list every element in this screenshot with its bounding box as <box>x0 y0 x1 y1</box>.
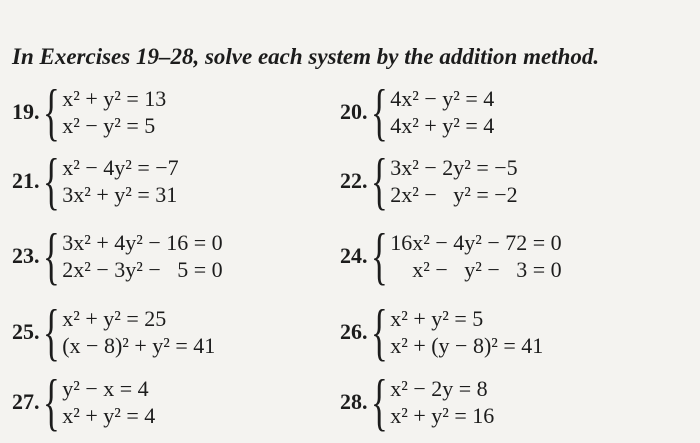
equation-1: 3x² + 4y² − 16 = 0 <box>62 230 223 255</box>
equation-2: x² − y² − 3 = 0 <box>390 257 562 282</box>
exercise-23 <box>12 220 223 291</box>
equation-1: x² − 2y = 8 <box>390 376 488 401</box>
exercise-number: 21. <box>12 168 40 193</box>
exercise-20 <box>340 76 495 147</box>
equation-1: y² − x = 4 <box>62 376 149 401</box>
equation-system <box>390 305 543 359</box>
equation-1: x² − 4y² = −7 <box>62 155 179 180</box>
exercise-number: 28. <box>340 389 368 414</box>
left-brace: { <box>42 76 60 147</box>
left-brace: { <box>42 220 60 291</box>
left-brace: { <box>42 296 60 367</box>
equation-1: x² + y² = 25 <box>62 306 167 331</box>
exercise-number: 25. <box>12 319 40 344</box>
exercise-number: 22. <box>340 168 368 193</box>
exercise-number: 24. <box>340 243 368 268</box>
equation-system <box>390 375 494 429</box>
equation-system <box>62 85 166 139</box>
equation-2: x² + (y − 8)² = 41 <box>390 333 544 358</box>
equation-2: x² + y² = 4 <box>62 403 156 428</box>
exercise-number: 27. <box>12 389 40 414</box>
equation-system <box>62 305 215 359</box>
equation-system <box>62 229 222 283</box>
equation-2: 2x² − y² = −2 <box>390 182 518 207</box>
equation-system <box>390 85 494 139</box>
equation-1: x² + y² = 5 <box>390 306 484 331</box>
exercise-number: 26. <box>340 319 368 344</box>
equation-2: 4x² + y² = 4 <box>390 113 495 138</box>
exercise-number: 23. <box>12 243 40 268</box>
equation-1: 3x² − 2y² = −5 <box>390 155 518 180</box>
exercise-22 <box>340 145 518 216</box>
equation-1: 16x² − 4y² − 72 = 0 <box>390 230 562 255</box>
exercise-instructions: In Exercises 19–28, solve each system by the addition method. <box>12 44 600 69</box>
equation-system <box>390 154 517 208</box>
equation-2: 3x² + y² = 31 <box>62 182 178 207</box>
equation-2: (x − 8)² + y² = 41 <box>62 333 216 358</box>
equation-system <box>62 154 178 208</box>
exercise-number: 19. <box>12 99 40 124</box>
exercise-28 <box>340 366 495 437</box>
exercise-26 <box>340 296 544 367</box>
equation-1: 4x² − y² = 4 <box>390 86 495 111</box>
equation-system <box>62 375 155 429</box>
exercise-27 <box>12 366 156 437</box>
exercise-number: 20. <box>340 99 368 124</box>
left-brace: { <box>370 366 388 437</box>
equation-2: 2x² − 3y² − 5 = 0 <box>62 257 223 282</box>
equation-2: x² + y² = 16 <box>390 403 495 428</box>
left-brace: { <box>370 220 388 291</box>
left-brace: { <box>370 296 388 367</box>
equation-system <box>390 229 561 283</box>
equation-1: x² + y² = 13 <box>62 86 167 111</box>
left-brace: { <box>42 145 60 216</box>
left-brace: { <box>370 145 388 216</box>
left-brace: { <box>42 366 60 437</box>
exercise-25 <box>12 296 216 367</box>
exercise-19 <box>12 76 167 147</box>
exercise-24 <box>340 220 562 291</box>
left-brace: { <box>370 76 388 147</box>
exercise-21 <box>12 145 179 216</box>
equation-2: x² − y² = 5 <box>62 113 156 138</box>
